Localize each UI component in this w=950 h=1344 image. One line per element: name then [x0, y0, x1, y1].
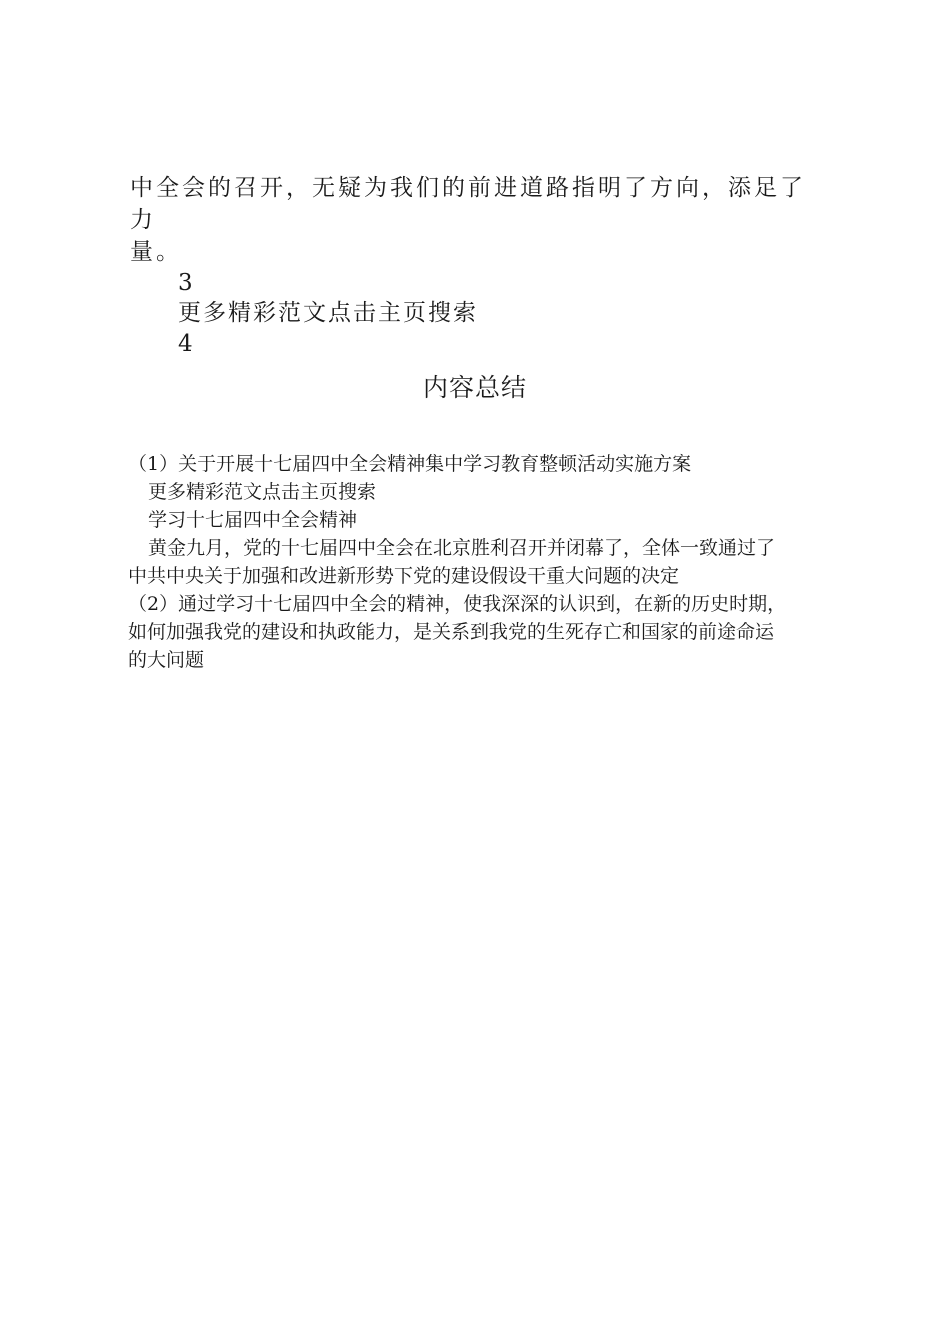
paragraph-line: 中全会的召开，无疑为我们的前进道路指明了方向，添足了力 — [130, 175, 806, 233]
summary-line: 如何加强我党的建设和执政能力，是关系到我党的生死存亡和国家的前途命运 — [128, 621, 775, 643]
continuation-text — [130, 172, 830, 359]
more-essays-link[interactable]: 更多精彩范文点击主页搜索 — [148, 481, 377, 503]
paragraph-line: 量。 — [130, 239, 182, 265]
summary-line: （2）通过学习十七届四中全会的精神，使我深深的认识到，在新的历史时期， — [128, 593, 787, 615]
page-number: 3 — [178, 270, 193, 296]
summary-body — [128, 450, 836, 674]
summary-title: 内容总结 — [422, 373, 527, 402]
summary-line: 学习十七届四中全会精神 — [148, 509, 358, 531]
page-number: 4 — [178, 331, 193, 357]
summary-line: 中共中央关于加强和改进新形势下党的建设假设干重大问题的决定 — [128, 565, 680, 587]
summary-line: （1）关于开展十七届四中全会精神集中学习教育整顿活动实施方案 — [128, 453, 692, 475]
summary-line: 黄金九月，党的十七届四中全会在北京胜利召开并闭幕了，全体一致通过了 — [148, 537, 776, 559]
more-essays-link[interactable]: 更多精彩范文点击主页搜索 — [178, 300, 478, 326]
summary-line: 的大问题 — [128, 649, 205, 671]
